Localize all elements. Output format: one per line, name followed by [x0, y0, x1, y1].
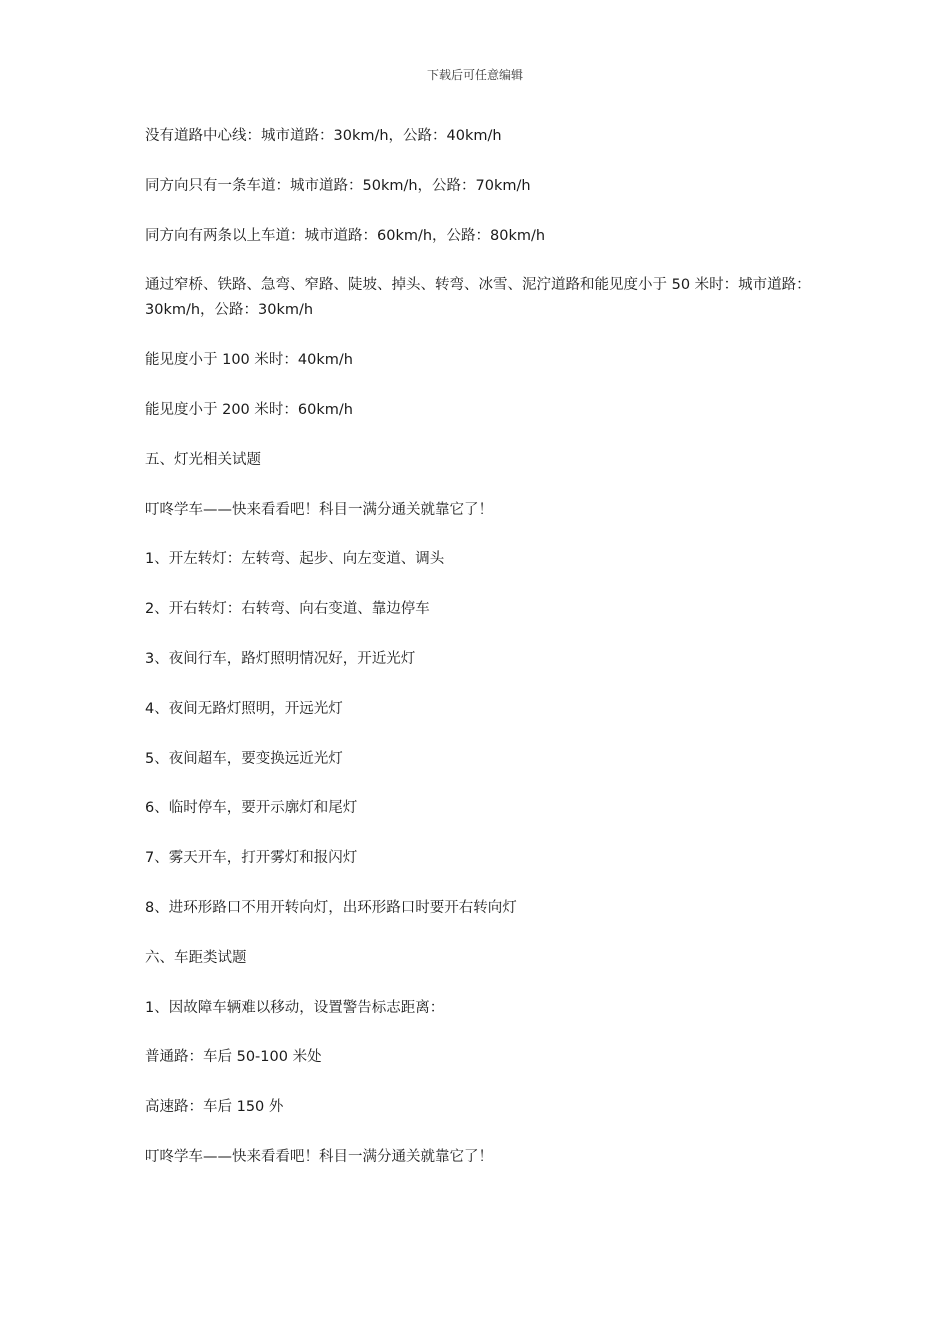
list-item: 7、雾天开车，打开雾灯和报闪灯 [145, 850, 358, 867]
paragraph-normal-road: 普通路：车后 50-100 米处 [145, 1049, 322, 1066]
list-item: 8、进环形路口不用开转向灯，出环形路口时要开右转向灯 [145, 899, 517, 916]
section-heading-lights: 五、灯光相关试题 [145, 451, 261, 468]
paragraph-highway: 高速路：车后 150 外 [145, 1099, 284, 1116]
list-item: 1、因故障车辆难以移动，设置警告标志距离： [145, 999, 445, 1016]
list-item: 4、夜间无路灯照明，开远光灯 [145, 700, 343, 717]
paragraph-two-lanes: 同方向有两条以上车道：城市道路：60km/h，公路：80km/h [145, 227, 546, 244]
paragraph-promo: 叮咚学车——快来看看吧！科目一满分通关就靠它了！ [145, 501, 493, 518]
paragraph-no-centerline: 没有道路中心线：城市道路：30km/h，公路：40km/h [145, 128, 502, 144]
document-body [145, 124, 825, 1195]
paragraph-promo: 叮咚学车——快来看看吧！科目一满分通关就靠它了！ [145, 1148, 493, 1165]
paragraph-visibility-200: 能见度小于 200 米时：60km/h [145, 401, 353, 418]
list-item: 5、夜间超车，要变换远近光灯 [145, 750, 343, 767]
list-item: 2、开右转灯：右转弯、向右变道、靠边停车 [145, 601, 430, 618]
page-header: 下载后可任意编辑 [426, 68, 523, 82]
list-item: 3、夜间行车，路灯照明情况好，开近光灯 [145, 650, 416, 667]
paragraph-visibility-100: 能见度小于 100 米时：40km/h [145, 352, 353, 369]
list-item: 1、开左转灯：左转弯、起步、向左变道、调头 [145, 551, 445, 568]
section-heading-distance: 六、车距类试题 [145, 949, 247, 966]
list-item: 6、临时停车，要开示廓灯和尾灯 [145, 800, 358, 817]
paragraph-one-lane: 同方向只有一条车道：城市道路：50km/h，公路：70km/h [145, 177, 531, 194]
paragraph-special-roads: 通过窄桥、铁路、急弯、窄路、陡坡、掉头、转弯、冰雪、泥泞道路和能见度小于 50 米时：城市道路：30km/h，公路：30km/h [145, 277, 811, 319]
